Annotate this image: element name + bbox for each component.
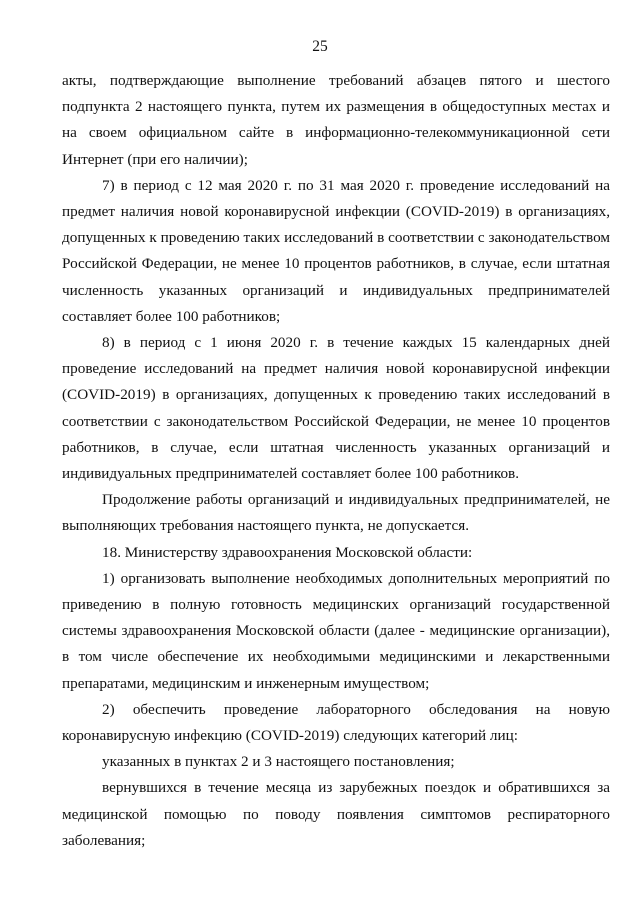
document-body [62, 68, 610, 854]
paragraph-section-18: 18. Министерству здравоохранения Московской области: [102, 543, 473, 561]
paragraph-continuation-prohibited: Продолжение работы организаций и индивидуальных предпринимателей, не выполняющих требования настоящего пункта, не допускается. [62, 491, 610, 535]
page-number: 25 [312, 38, 328, 55]
paragraph-item-2: 2) обеспечить проведение лабораторного обследования на новую коронавирусную инфекцию (COVID-2019) следующих категорий лиц: [62, 700, 610, 745]
paragraph-item-8: 8) в период с 1 июня 2020 г. в течение каждых 15 календарных дней проведение исследований на предмет наличия новой коронавирусной инфекции (COVID-2019) в организациях, допущенных к проведению таких исследований в соответствии с законодательством Российской Федерации, не менее 10 процентов работников, в случае, если штатная численность указанных организаций и индивидуальных предпринимателей составляет более 100 работников. [62, 334, 610, 483]
paragraph-continuation: акты, подтверждающие выполнение требований абзацев пятого и шестого подпункта 2 настоящего пункта, путем их размещения в общедоступных местах и на своем официальном сайте в информационно-телекоммуникационной сети Интернет (при его наличии); [62, 72, 610, 168]
paragraph-category-listed: указанных в пунктах 2 и 3 настоящего постановления; [102, 753, 455, 771]
paragraph-item-7: 7) в период с 12 мая 2020 г. по 31 мая 2020 г. проведение исследований на предмет наличия новой коронавирусной инфекции (COVID-2019) в организациях, допущенных к проведению таких исследований в соответствии с законодательством Российской Федерации, не менее 10 процентов работников, в случае, если штатная численность указанных организаций и индивидуальных предпринимателей составляет более 100 работников; [62, 176, 610, 325]
paragraph-item-1: 1) организовать выполнение необходимых дополнительных мероприятий по приведению в полную готовность медицинских организаций государственной системы здравоохранения Московской области (далее - медицинские организации), в том числе обеспечение их необходимыми медицинскими и лекарственными препаратами, медицинским и инженерным имуществом; [62, 569, 610, 692]
paragraph-category-returned: вернувшихся в течение месяца из зарубежных поездок и обратившихся за медицинской помощью по поводу появления симптомов респираторного заболевания; [62, 779, 610, 849]
